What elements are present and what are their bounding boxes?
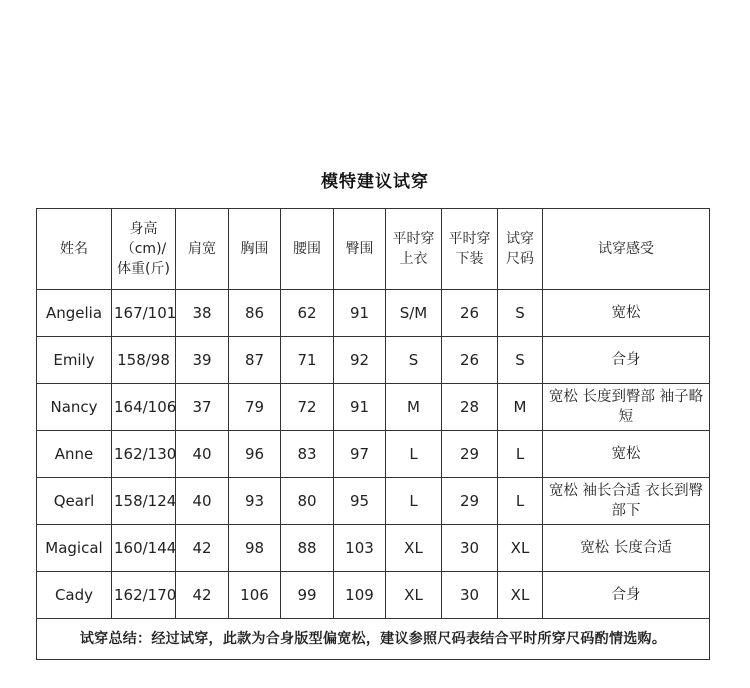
cell-hip: 97 — [334, 431, 386, 478]
summary-row — [37, 619, 710, 660]
cell-chest: 87 — [229, 337, 281, 384]
cell-waist: 62 — [281, 290, 334, 337]
cell-bottom-size: 29 — [442, 431, 498, 478]
cell-hip: 92 — [334, 337, 386, 384]
cell-shoulder: 42 — [176, 572, 229, 619]
col-top-size-line1: 平时穿 — [392, 231, 435, 247]
col-hip: 臀围 — [334, 209, 386, 290]
cell-try-size: XL — [498, 525, 543, 572]
cell-shoulder: 40 — [176, 431, 229, 478]
col-waist: 腰围 — [281, 209, 334, 290]
table-row — [37, 431, 710, 478]
col-height-weight-line3: 体重(斤) — [117, 261, 170, 277]
cell-feeling: 宽松 — [543, 290, 710, 337]
cell-chest: 98 — [229, 525, 281, 572]
table-header — [37, 209, 710, 290]
col-bottom-size-line1: 平时穿 — [448, 231, 491, 247]
cell-bottom-size: 30 — [442, 525, 498, 572]
cell-name: Magical — [37, 525, 112, 572]
cell-waist: 80 — [281, 478, 334, 525]
cell-height-weight: 162/170 — [112, 572, 176, 619]
col-chest: 胸围 — [229, 209, 281, 290]
table-row — [37, 478, 710, 525]
cell-bottom-size: 26 — [442, 290, 498, 337]
cell-name: Nancy — [37, 384, 112, 431]
col-top-size — [386, 209, 442, 290]
cell-waist: 71 — [281, 337, 334, 384]
cell-try-size: XL — [498, 572, 543, 619]
header-row — [37, 209, 710, 290]
col-bottom-size-line2: 下装 — [455, 251, 484, 267]
cell-hip: 95 — [334, 478, 386, 525]
col-bottom-size — [442, 209, 498, 290]
cell-feeling: 合身 — [543, 572, 710, 619]
cell-shoulder: 39 — [176, 337, 229, 384]
col-height-weight-line1: 身高 — [129, 221, 158, 237]
table-row — [37, 337, 710, 384]
table-row — [37, 572, 710, 619]
cell-chest: 106 — [229, 572, 281, 619]
cell-try-size: S — [498, 290, 543, 337]
table-body — [37, 290, 710, 660]
col-name: 姓名 — [37, 209, 112, 290]
cell-try-size: L — [498, 431, 543, 478]
table-row — [37, 525, 710, 572]
cell-bottom-size: 26 — [442, 337, 498, 384]
cell-height-weight: 158/98 — [112, 337, 176, 384]
cell-feeling: 宽松 长度合适 — [543, 525, 710, 572]
cell-shoulder: 38 — [176, 290, 229, 337]
cell-name: Qearl — [37, 478, 112, 525]
cell-feeling: 宽松 袖长合适 衣长到臀部下 — [543, 478, 710, 525]
cell-top-size: L — [386, 431, 442, 478]
cell-height-weight: 158/124 — [112, 478, 176, 525]
col-height-weight-line2: （cm)/ — [120, 241, 167, 257]
col-try-size — [498, 209, 543, 290]
col-shoulder: 肩宽 — [176, 209, 229, 290]
cell-feeling: 宽松 — [543, 431, 710, 478]
cell-waist: 99 — [281, 572, 334, 619]
cell-hip: 91 — [334, 384, 386, 431]
page-title: 模特建议试穿 — [321, 172, 429, 192]
cell-height-weight: 164/106 — [112, 384, 176, 431]
cell-feeling: 宽松 长度到臀部 袖子略短 — [543, 384, 710, 431]
cell-name: Angelia — [37, 290, 112, 337]
cell-waist: 72 — [281, 384, 334, 431]
col-height-weight — [112, 209, 176, 290]
cell-height-weight: 162/130 — [112, 431, 176, 478]
cell-waist: 83 — [281, 431, 334, 478]
table-row — [37, 384, 710, 431]
cell-height-weight: 160/144 — [112, 525, 176, 572]
cell-try-size: S — [498, 337, 543, 384]
summary-text: 试穿总结：经过试穿，此款为合身版型偏宽松，建议参照尺码表结合平时所穿尺码酌情选购。 — [37, 619, 710, 660]
col-top-size-line2: 上衣 — [399, 251, 428, 267]
fitting-table — [36, 208, 710, 660]
col-try-size-line2: 尺码 — [506, 251, 534, 267]
cell-top-size: S — [386, 337, 442, 384]
cell-try-size: L — [498, 478, 543, 525]
cell-top-size: L — [386, 478, 442, 525]
col-feeling: 试穿感受 — [543, 209, 710, 290]
cell-chest: 96 — [229, 431, 281, 478]
cell-chest: 93 — [229, 478, 281, 525]
table-row — [37, 290, 710, 337]
cell-chest: 79 — [229, 384, 281, 431]
col-try-size-line1: 试穿 — [506, 231, 534, 247]
cell-shoulder: 40 — [176, 478, 229, 525]
cell-hip: 103 — [334, 525, 386, 572]
cell-name: Emily — [37, 337, 112, 384]
cell-top-size: XL — [386, 572, 442, 619]
cell-height-weight: 167/101 — [112, 290, 176, 337]
cell-name: Anne — [37, 431, 112, 478]
cell-bottom-size: 29 — [442, 478, 498, 525]
cell-name: Cady — [37, 572, 112, 619]
cell-top-size: XL — [386, 525, 442, 572]
cell-top-size: S/M — [386, 290, 442, 337]
cell-hip: 91 — [334, 290, 386, 337]
cell-try-size: M — [498, 384, 543, 431]
cell-feeling: 合身 — [543, 337, 710, 384]
cell-bottom-size: 28 — [442, 384, 498, 431]
cell-waist: 88 — [281, 525, 334, 572]
cell-chest: 86 — [229, 290, 281, 337]
cell-shoulder: 37 — [176, 384, 229, 431]
cell-top-size: M — [386, 384, 442, 431]
cell-bottom-size: 30 — [442, 572, 498, 619]
cell-shoulder: 42 — [176, 525, 229, 572]
cell-hip: 109 — [334, 572, 386, 619]
